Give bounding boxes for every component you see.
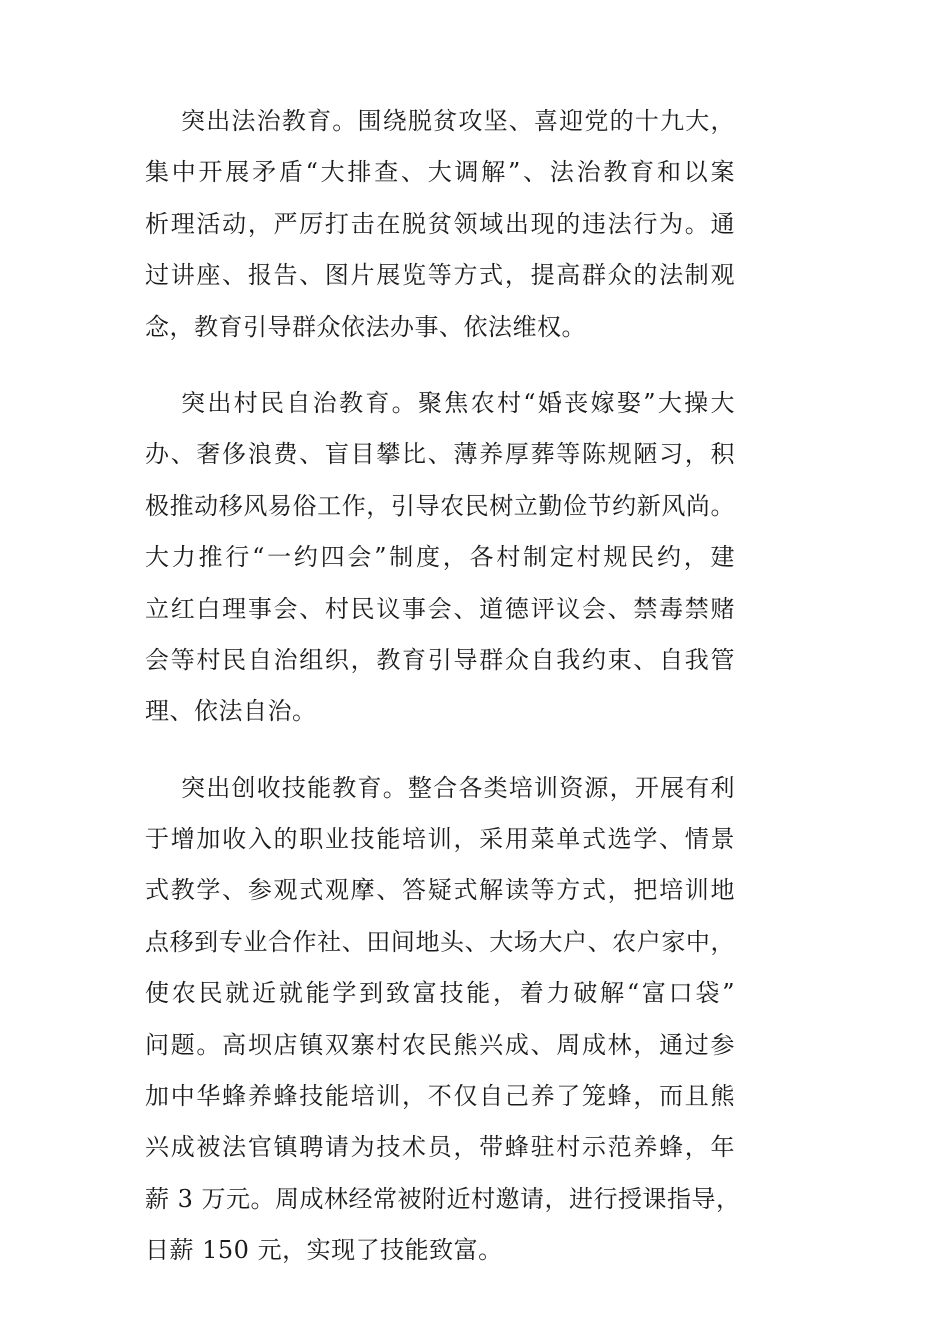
text-line: 析理活动，严厉打击在脱贫领域出现的违法行为。通 [145,209,735,238]
text-line: 日薪 150 元，实现了技能致富。 [145,1236,503,1265]
text-line: 式教学、参观式观摩、答疑式解读等方式，把培训地 [145,876,735,905]
text-line: 使农民就近就能学到致富技能，着力破解“富口袋” [145,979,735,1008]
text-line: 念，教育引导群众依法办事、依法维权。 [145,312,586,341]
text-line: 兴成被法官镇聘请为技术员，带蜂驻村示范养蜂，年 [145,1133,735,1162]
text-line: 立红白理事会、村民议事会、道德评议会、禁毒禁赌 [145,594,735,623]
text-line: 会等村民自治组织，教育引导群众自我约束、自我管 [145,645,735,674]
text-line: 问题。高坝店镇双寨村农民熊兴成、周成林，通过参 [145,1030,735,1059]
paragraph-rule-of-law [145,96,735,353]
text-line: 大力推行“一约四会”制度，各村制定村规民约，建 [145,543,735,572]
text-line: 点移到专业合作社、田间地头、大场大户、农户家中， [145,927,735,956]
text-line: 薪 3 万元。周成林经常被附近村邀请，进行授课指导， [145,1184,741,1213]
text-line: 极推动移风易俗工作，引导农民树立勤俭节约新风尚。 [145,491,735,520]
paragraph-villager-autonomy [145,378,735,738]
text-line: 突出村民自治教育。聚焦农村“婚丧嫁娶”大操大 [181,388,735,417]
text-line: 理、依法自治。 [145,697,317,726]
text-line: 加中华蜂养蜂技能培训，不仅自己养了笼蜂，而且熊 [145,1082,735,1111]
text-line: 突出法治教育。围绕脱贫攻坚、喜迎党的十九大， [181,107,735,135]
text-line: 突出创收技能教育。整合各类培训资源，开展有利 [181,773,735,802]
text-line: 办、奢侈浪费、盲目攀比、薄养厚葬等陈规陋习，积 [145,440,735,469]
paragraph-income-skills [145,763,741,1277]
text-line: 集中开展矛盾“大排查、大调解”、法治教育和以案 [145,158,735,187]
document-body [145,96,741,1302]
text-line: 过讲座、报告、图片展览等方式，提高群众的法制观 [145,261,735,290]
text-line: 于增加收入的职业技能培训，采用菜单式选学、情景 [145,825,735,854]
